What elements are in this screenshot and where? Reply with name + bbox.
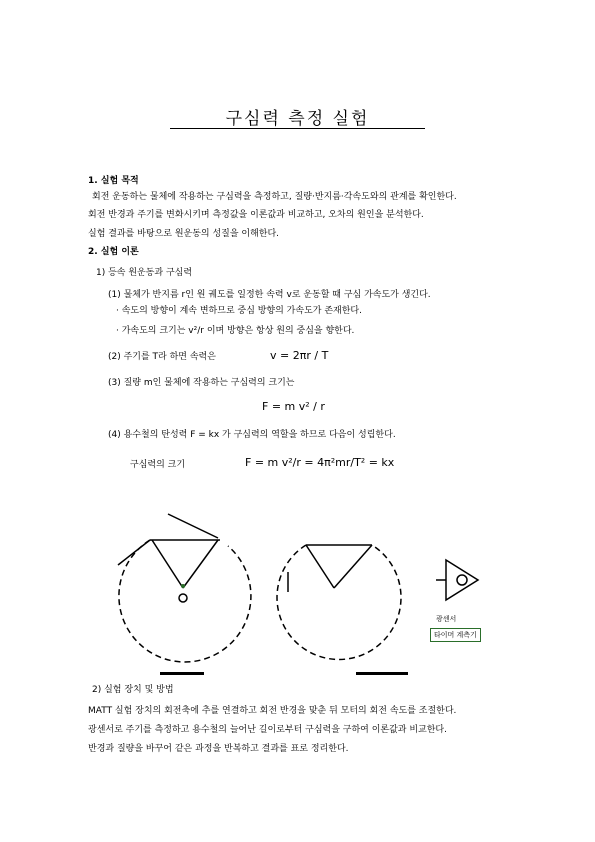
equation-main: F = m v²/r = 4π²mr/T² = kx (245, 456, 395, 469)
device-tag-timer: 타이머 계측기 (430, 628, 481, 642)
device-tag-sensor: 광센서 (436, 615, 457, 623)
theory-item-2: · 속도의 방향이 계속 변하므로 중심 방향의 가속도가 존재한다. (116, 306, 362, 316)
theory-item-4: (2) 주기를 T라 하면 속력은 (108, 352, 216, 362)
caption-bar-right (356, 672, 408, 675)
equation-velocity: v = 2πr / T (270, 349, 329, 362)
theory-item-6: (4) 용수철의 탄성력 F = kx 가 구심력의 역할을 하므로 다음이 성립한다. (108, 430, 396, 440)
body-line-1: MATT 실험 장치의 회전축에 추를 연결하고 회전 반경을 맞춘 뒤 모터의 회전 속도를 조절한다. (88, 706, 457, 716)
theory-item-1: (1) 물체가 반지름 r인 원 궤도를 일정한 속력 v로 운동할 때 구심 가속도가 생긴다. (108, 290, 431, 300)
theory-item-3: · 가속도의 크기는 v²/r 이며 방향은 항상 원의 중심을 향한다. (116, 326, 355, 336)
body-line-3: 반경과 질량을 바꾸어 같은 과정을 반복하고 결과를 표로 정리한다. (88, 744, 349, 754)
theory-item-5: (3) 질량 m인 물체에 작용하는 구심력의 크기는 (108, 378, 295, 388)
equation-force: F = m v² / r (262, 400, 325, 413)
theory-sub1: 1) 등속 원운동과 구심력 (96, 268, 193, 278)
caption-bar-left (160, 672, 204, 675)
purpose-line-1: 회전 운동하는 물체에 작용하는 구심력을 측정하고, 질량·반지름·각속도와의 관계를 확인한다. (92, 192, 457, 202)
marker-point-icon (181, 584, 185, 588)
page-title: 구심력 측정 실험 (225, 109, 370, 129)
equation-label: 구심력의 크기 (130, 460, 186, 470)
rotation-diagram-right (277, 545, 401, 659)
body-line-2: 광센서로 주기를 측정하고 용수철의 늘어난 길이로부터 구심력을 구하여 이론값과 비교한다. (88, 725, 447, 735)
sensor-device-icon (436, 560, 478, 600)
purpose-line-2: 회전 반경과 주기를 변화시키며 측정값을 이론값과 비교하고, 오차의 원인을 분석한다. (88, 210, 424, 220)
rotation-diagram-left (118, 514, 251, 662)
section-sub2: 2) 실험 장치 및 방법 (92, 685, 174, 695)
purpose-heading: 1. 실험 목적 (88, 176, 139, 186)
purpose-line-3: 실험 결과를 바탕으로 원운동의 성질을 이해한다. (88, 229, 280, 239)
theory-heading: 2. 실험 이론 (88, 247, 139, 257)
